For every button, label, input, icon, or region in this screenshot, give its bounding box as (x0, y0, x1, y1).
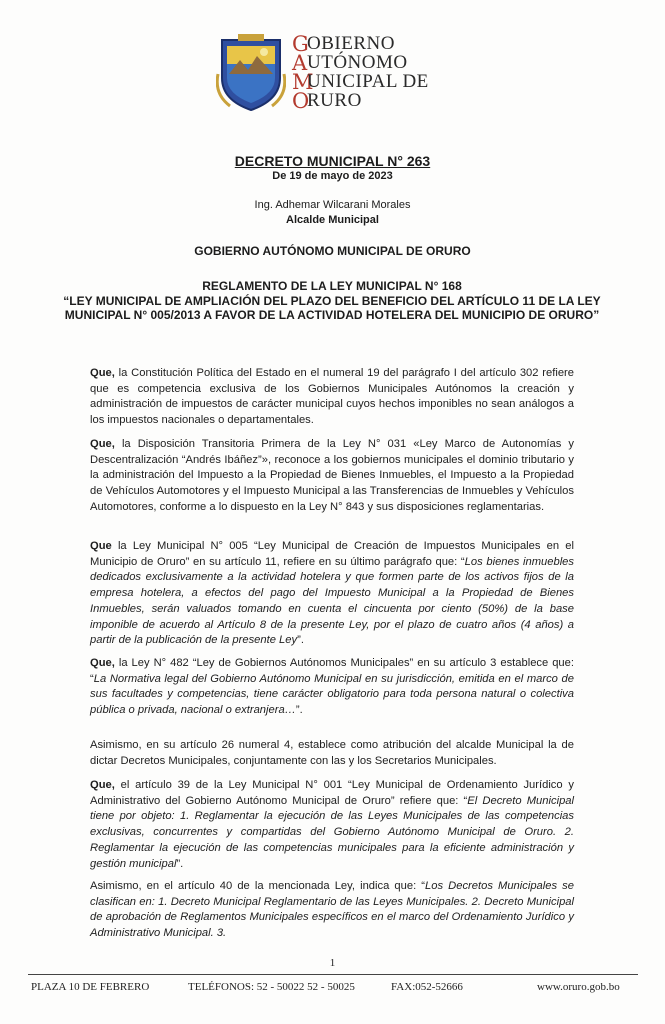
footer-fax: FAX:052-52666 (391, 981, 463, 993)
regulation-title-law: “LEY MUNICIPAL DE AMPLIACIÓN DEL PLAZO DEL BENEFICIO DEL ARTÍCULO 11 DE LA LEY MUNICIPAL N° 005/2013 A FAVOR DE LA ACTIVIDAD HOTELERA DEL MUNICIPIO DE ORURO” (63, 293, 601, 322)
government-name: GOBIERNO AUTÓNOMO MUNICIPAL DE ORURO (194, 244, 471, 258)
paragraph-end: ”. (176, 857, 184, 870)
paragraph-law-005 (90, 539, 574, 649)
paragraph-law-001 (90, 778, 574, 872)
footer-website-link[interactable]: www.oruro.gob.bo (537, 981, 620, 993)
paragraph-lead: Que, (90, 438, 115, 450)
logo-word-autonomo: UTÓNOMO (307, 52, 408, 73)
paragraph-law-482 (90, 656, 574, 719)
footer-divider (28, 974, 638, 975)
paragraph-lead: Que, (90, 779, 115, 791)
logo-word-oruro: RURO (307, 90, 362, 111)
paragraph-lead: Que (90, 540, 112, 552)
paragraph-quote: El Decreto Municipal tiene por objeto: 1. Reglamentar la ejecución de las Leyes Municipales de las competencias exclusivas, concurrentes y compartidas del Gobierno Autónomo Municipal de Oruro. 2. Reglamentar la ejecución de las competencias municipales para la eficiente administración y gestión municipal (90, 794, 574, 870)
paragraph-text: la Ley N° 482 “Ley de Gobiernos Autónomos Municipales” en su artículo 3 establece que: “ (90, 657, 574, 685)
paragraph-quote: Los Decretos Municipales se clasifican en: 1. Decreto Municipal Reglamentario de las Leyes Municipales. 2. Decreto Municipal de aprobación de Reglamentos Municipales específicos en el marco del Ordenamiento Jurídico y Administrativo Municipal. 3. (90, 880, 574, 940)
regulation-title-line: REGLAMENTO DE LA LEY MUNICIPAL N° 168 (202, 279, 462, 293)
paragraph-law-031 (90, 437, 574, 516)
municipal-crest-logo (216, 34, 286, 112)
footer-address: PLAZA 10 DE FEBRERO (31, 981, 150, 993)
paragraph-text: Asimismo, en el artículo 40 de la mencionada Ley, indica que: “ (90, 880, 426, 892)
paragraph-end: ”. (295, 704, 303, 717)
logo-letter-g: G (292, 32, 309, 56)
paragraph-article-26 (90, 738, 574, 769)
paragraph-quote: Los bienes inmuebles dedicados exclusivamente a la actividad hotelera y que formen parte de los activos fijos de la empresa hotelera, a efectos del pago del Impuesto Municipal a la Propiedad de Bienes Inmuebles, serán valuados tomando en cuenta el cincuenta por ciento (50%) de la base imponible de acuerdo al Artículo 8 de la presente Ley, por el plazo de cuatro años (4 años) a partir de la publicación de la presente Ley (90, 555, 575, 647)
footer-phones: TELÉFONOS: 52 - 50022 52 - 50025 (188, 981, 355, 993)
paragraph-text: la Ley Municipal N° 005 “Ley Municipal de Creación de Impuestos Municipales en el Municipio de Oruro” en su artículo 11, refiere en su último parágrafo que: “ (90, 540, 574, 568)
signer-role: Alcalde Municipal (286, 214, 379, 226)
logo-letter-o: O (292, 89, 310, 113)
gamo-wordmark (292, 34, 472, 114)
paragraph-lead: Que, (90, 367, 115, 379)
logo-word-municipal: UNICIPAL DE (307, 71, 429, 92)
paragraph-text: el artículo 39 de la Ley Municipal N° 001 “Ley Municipal de Ordenamiento Jurídico y Administrativo del Gobierno Autónomo Municipal de Oruro” refiere que: “ (90, 779, 574, 807)
paragraph-text: la Constitución Política del Estado en el numeral 19 del parágrafo I del artículo 302 refiere que es competencia exclusiva de los Gobiernos Municipales Autónomos la creación y administración de impuestos de carácter municipal cuyos hechos imponibles no sean análogos a los impuestos nacionales o departamentales. (90, 367, 574, 427)
paragraph-lead: Que, (90, 657, 115, 669)
logo-word-gobierno: OBIERNO (307, 33, 395, 54)
paragraph-end: ”. (297, 634, 304, 647)
decree-title: DECRETO MUNICIPAL N° 263 (234, 153, 431, 169)
paragraph-constitution (90, 366, 574, 429)
paragraph-text: la Disposición Transitoria Primera de la Ley N° 031 «Ley Marco de Autonomías y Descentralización “Andrés Ibáñez”», reconoce a los gobiernos municipales el dominio tributario y la administración del Impuesto a la Propiedad de Bienes Inmuebles, el Impuesto a la Propiedad de Vehículos Automotores y el Impuesto Municipal a las Transferencias de Inmuebles y Vehículos Automotores, conforme a lo dispuesto en la Ley N° 843 y sus disposiciones reglamentarias. (90, 438, 574, 513)
logo-letter-a: A (292, 51, 308, 75)
decree-date: De 19 de mayo de 2023 (272, 170, 393, 182)
regulation-title (52, 279, 612, 323)
signer-name: Ing. Adhemar Wilcarani Morales (254, 199, 411, 211)
paragraph-text: Asimismo, en su artículo 26 numeral 4, establece como atribución del alcalde Municipal la de dictar Decretos Municipales, conjuntamente con las y los Secretarios Municipales. (90, 739, 574, 767)
paragraph-quote: La Normativa legal del Gobierno Autónomo Municipal en su jurisdicción, emitida en el marco de sus facultades y competencias, tiene carácter obligatorio para toda persona natural o colectiva pública o privada, nacional o extranjera… (90, 672, 574, 717)
logo-letter-m: M (292, 70, 314, 94)
paragraph-article-40 (90, 879, 574, 942)
page-number: 1 (329, 957, 336, 969)
